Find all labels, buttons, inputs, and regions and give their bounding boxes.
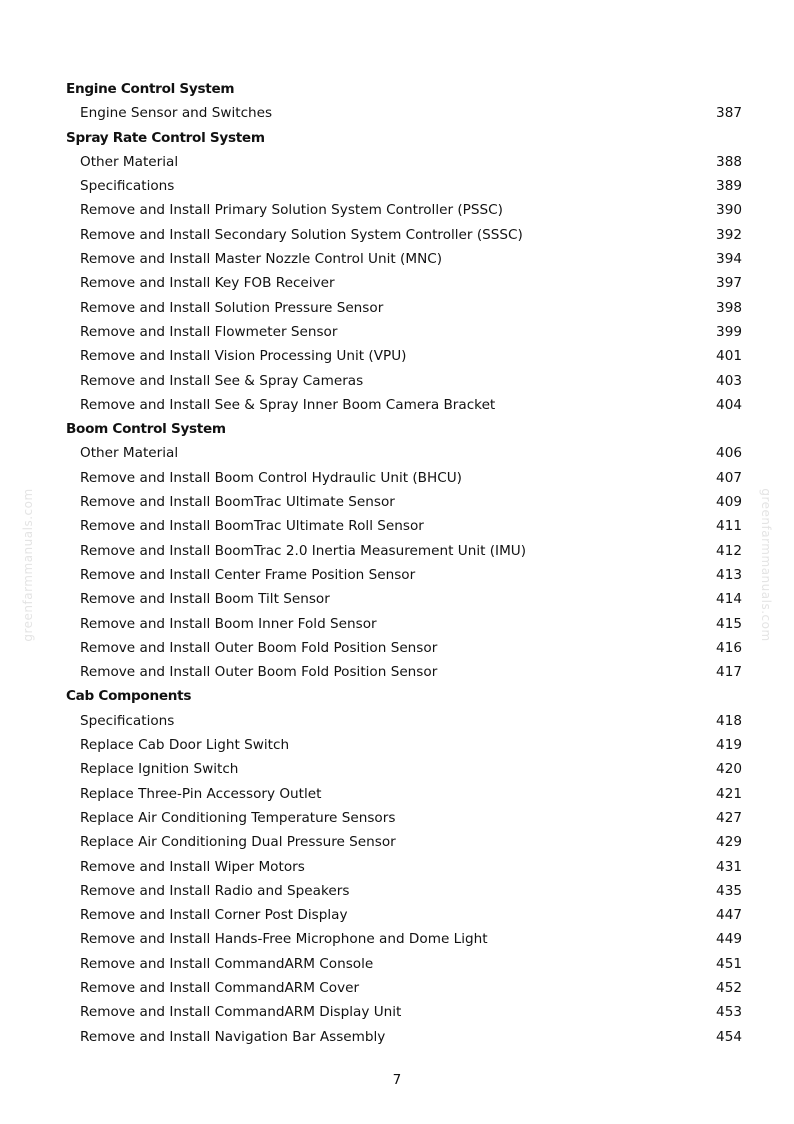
toc-entry-label: Specifications [80, 178, 175, 195]
toc-entry-page: 415 [716, 615, 742, 632]
toc-entry-label: Remove and Install Wiper Motors [80, 858, 305, 875]
toc-entry-page: 387 [716, 105, 742, 122]
toc-entry-label: Replace Air Conditioning Temperature Sensors [80, 809, 396, 826]
toc-entry-page: 399 [716, 323, 742, 340]
toc-entry-label: Remove and Install BoomTrac 2.0 Inertia Measurement Unit (IMU) [80, 542, 527, 559]
toc-entry-page: 451 [716, 955, 742, 972]
toc-entry-page: 401 [716, 348, 742, 365]
toc-entry-page: 407 [716, 469, 742, 486]
toc-entry-page: 403 [716, 372, 742, 389]
toc-entry[interactable] [66, 296, 742, 320]
toc-entry-label: Remove and Install Boom Tilt Sensor [80, 591, 330, 608]
toc-entry[interactable] [66, 1025, 742, 1049]
toc-entry-label: Remove and Install CommandARM Console [80, 955, 374, 972]
toc-entry-label: Remove and Install Solution Pressure Sensor [80, 299, 384, 316]
toc-entry-page: 417 [716, 664, 742, 681]
toc-entry-page: 412 [716, 542, 742, 559]
toc-entry-label: Engine Sensor and Switches [80, 105, 273, 122]
toc-entry[interactable] [66, 976, 742, 1000]
toc-entry-page: 390 [716, 202, 742, 219]
toc-entry[interactable] [66, 344, 742, 368]
toc-entry-label: Remove and Install Outer Boom Fold Position Sensor [80, 639, 438, 656]
section-title: Cab Components [66, 688, 192, 705]
table-of-contents [66, 77, 742, 1049]
toc-entry-page: 397 [716, 275, 742, 292]
toc-entry[interactable] [66, 782, 742, 806]
toc-entry[interactable] [66, 757, 742, 781]
page-number: 7 [392, 1072, 402, 1088]
toc-entry-label: Remove and Install Primary Solution System Controller (PSSC) [80, 202, 503, 219]
toc-entry-label: Remove and Install Outer Boom Fold Position Sensor [80, 664, 438, 681]
toc-entry-label: Remove and Install Vision Processing Unit (VPU) [80, 348, 407, 365]
toc-entry-label: Remove and Install Hands-Free Microphone and Dome Light [80, 931, 488, 948]
section-title: Boom Control System [66, 421, 226, 438]
toc-entry-label: Remove and Install Radio and Speakers [80, 882, 350, 899]
section-title: Spray Rate Control System [66, 129, 265, 146]
toc-entry-page: 389 [716, 178, 742, 195]
toc-entry-label: Remove and Install See & Spray Cameras [80, 372, 364, 389]
section-heading[interactable] [66, 684, 742, 708]
toc-entry[interactable] [66, 514, 742, 538]
toc-entry-label: Replace Cab Door Light Switch [80, 737, 290, 754]
toc-entry[interactable] [66, 174, 742, 198]
toc-entry[interactable] [66, 441, 742, 465]
toc-entry-page: 419 [716, 737, 742, 754]
toc-entry[interactable] [66, 903, 742, 927]
toc-entry-label: Remove and Install Secondary Solution System Controller (SSSC) [80, 226, 523, 243]
toc-entry-label: Replace Three-Pin Accessory Outlet [80, 785, 322, 802]
toc-entry-page: 421 [716, 785, 742, 802]
toc-entry-page: 411 [716, 518, 742, 535]
toc-entry-label: Remove and Install Master Nozzle Control Unit (MNC) [80, 251, 443, 268]
toc-entry-page: 414 [716, 591, 742, 608]
toc-entry[interactable] [66, 150, 742, 174]
toc-entry-page: 398 [716, 299, 742, 316]
toc-entry[interactable] [66, 223, 742, 247]
toc-entry-label: Remove and Install CommandARM Display Unit [80, 1004, 402, 1021]
toc-entry[interactable] [66, 952, 742, 976]
toc-entry[interactable] [66, 636, 742, 660]
toc-entry-page: 427 [716, 809, 742, 826]
toc-entry[interactable] [66, 587, 742, 611]
toc-entry[interactable] [66, 271, 742, 295]
toc-entry-page: 418 [716, 712, 742, 729]
toc-entry-page: 416 [716, 639, 742, 656]
toc-entry[interactable] [66, 927, 742, 951]
toc-entry-label: Remove and Install BoomTrac Ultimate Roll Sensor [80, 518, 424, 535]
toc-entry[interactable] [66, 198, 742, 222]
toc-entry-label: Other Material [80, 153, 179, 170]
toc-entry-page: 454 [716, 1028, 742, 1045]
toc-entry[interactable] [66, 612, 742, 636]
toc-entry-page: 394 [716, 251, 742, 268]
toc-entry-page: 435 [716, 882, 742, 899]
toc-entry[interactable] [66, 466, 742, 490]
toc-entry-page: 449 [716, 931, 742, 948]
toc-entry-page: 420 [716, 761, 742, 778]
toc-entry-label: Remove and Install Boom Inner Fold Sensor [80, 615, 377, 632]
toc-entry[interactable] [66, 539, 742, 563]
toc-entry[interactable] [66, 733, 742, 757]
toc-entry[interactable] [66, 247, 742, 271]
section-heading[interactable] [66, 126, 742, 150]
toc-entry-label: Replace Ignition Switch [80, 761, 239, 778]
toc-entry[interactable] [66, 563, 742, 587]
toc-entry[interactable] [66, 879, 742, 903]
toc-entry-label: Remove and Install Boom Control Hydraulic Unit (BHCU) [80, 469, 462, 486]
toc-entry-label: Remove and Install Center Frame Position Sensor [80, 566, 416, 583]
section-heading[interactable] [66, 417, 742, 441]
toc-entry[interactable] [66, 393, 742, 417]
toc-entry-label: Remove and Install Navigation Bar Assembly [80, 1028, 386, 1045]
toc-entry-page: 453 [716, 1004, 742, 1021]
toc-entry[interactable] [66, 806, 742, 830]
toc-entry-page: 392 [716, 226, 742, 243]
toc-entry-page: 404 [716, 396, 742, 413]
section-heading[interactable] [66, 77, 742, 101]
toc-entry[interactable] [66, 660, 742, 684]
toc-entry-page: 388 [716, 153, 742, 170]
toc-entry-page: 431 [716, 858, 742, 875]
toc-entry[interactable] [66, 369, 742, 393]
watermark-right: greenfarmmanuals.com [759, 488, 773, 642]
toc-entry-label: Remove and Install Flowmeter Sensor [80, 323, 338, 340]
toc-entry-label: Specifications [80, 712, 175, 729]
toc-entry[interactable] [66, 855, 742, 879]
toc-entry[interactable] [66, 830, 742, 854]
toc-entry-page: 447 [716, 907, 742, 924]
toc-entry-page: 429 [716, 834, 742, 851]
toc-entry-label: Other Material [80, 445, 179, 462]
toc-entry-label: Remove and Install See & Spray Inner Boom Camera Bracket [80, 396, 496, 413]
toc-entry[interactable] [66, 320, 742, 344]
toc-entry-label: Remove and Install Corner Post Display [80, 907, 348, 924]
toc-entry-page: 409 [716, 494, 742, 511]
toc-entry-page: 413 [716, 566, 742, 583]
toc-entry-page: 452 [716, 979, 742, 996]
toc-entry[interactable] [66, 709, 742, 733]
watermark-left: greenfarmmanuals.com [21, 488, 35, 642]
toc-entry-label: Replace Air Conditioning Dual Pressure Sensor [80, 834, 396, 851]
toc-entry-label: Remove and Install BoomTrac Ultimate Sensor [80, 494, 395, 511]
toc-entry[interactable] [66, 101, 742, 125]
toc-entry-label: Remove and Install Key FOB Receiver [80, 275, 335, 292]
toc-entry-page: 406 [716, 445, 742, 462]
toc-entry[interactable] [66, 1000, 742, 1024]
toc-entry-label: Remove and Install CommandARM Cover [80, 979, 360, 996]
section-title: Engine Control System [66, 81, 235, 97]
toc-entry[interactable] [66, 490, 742, 514]
